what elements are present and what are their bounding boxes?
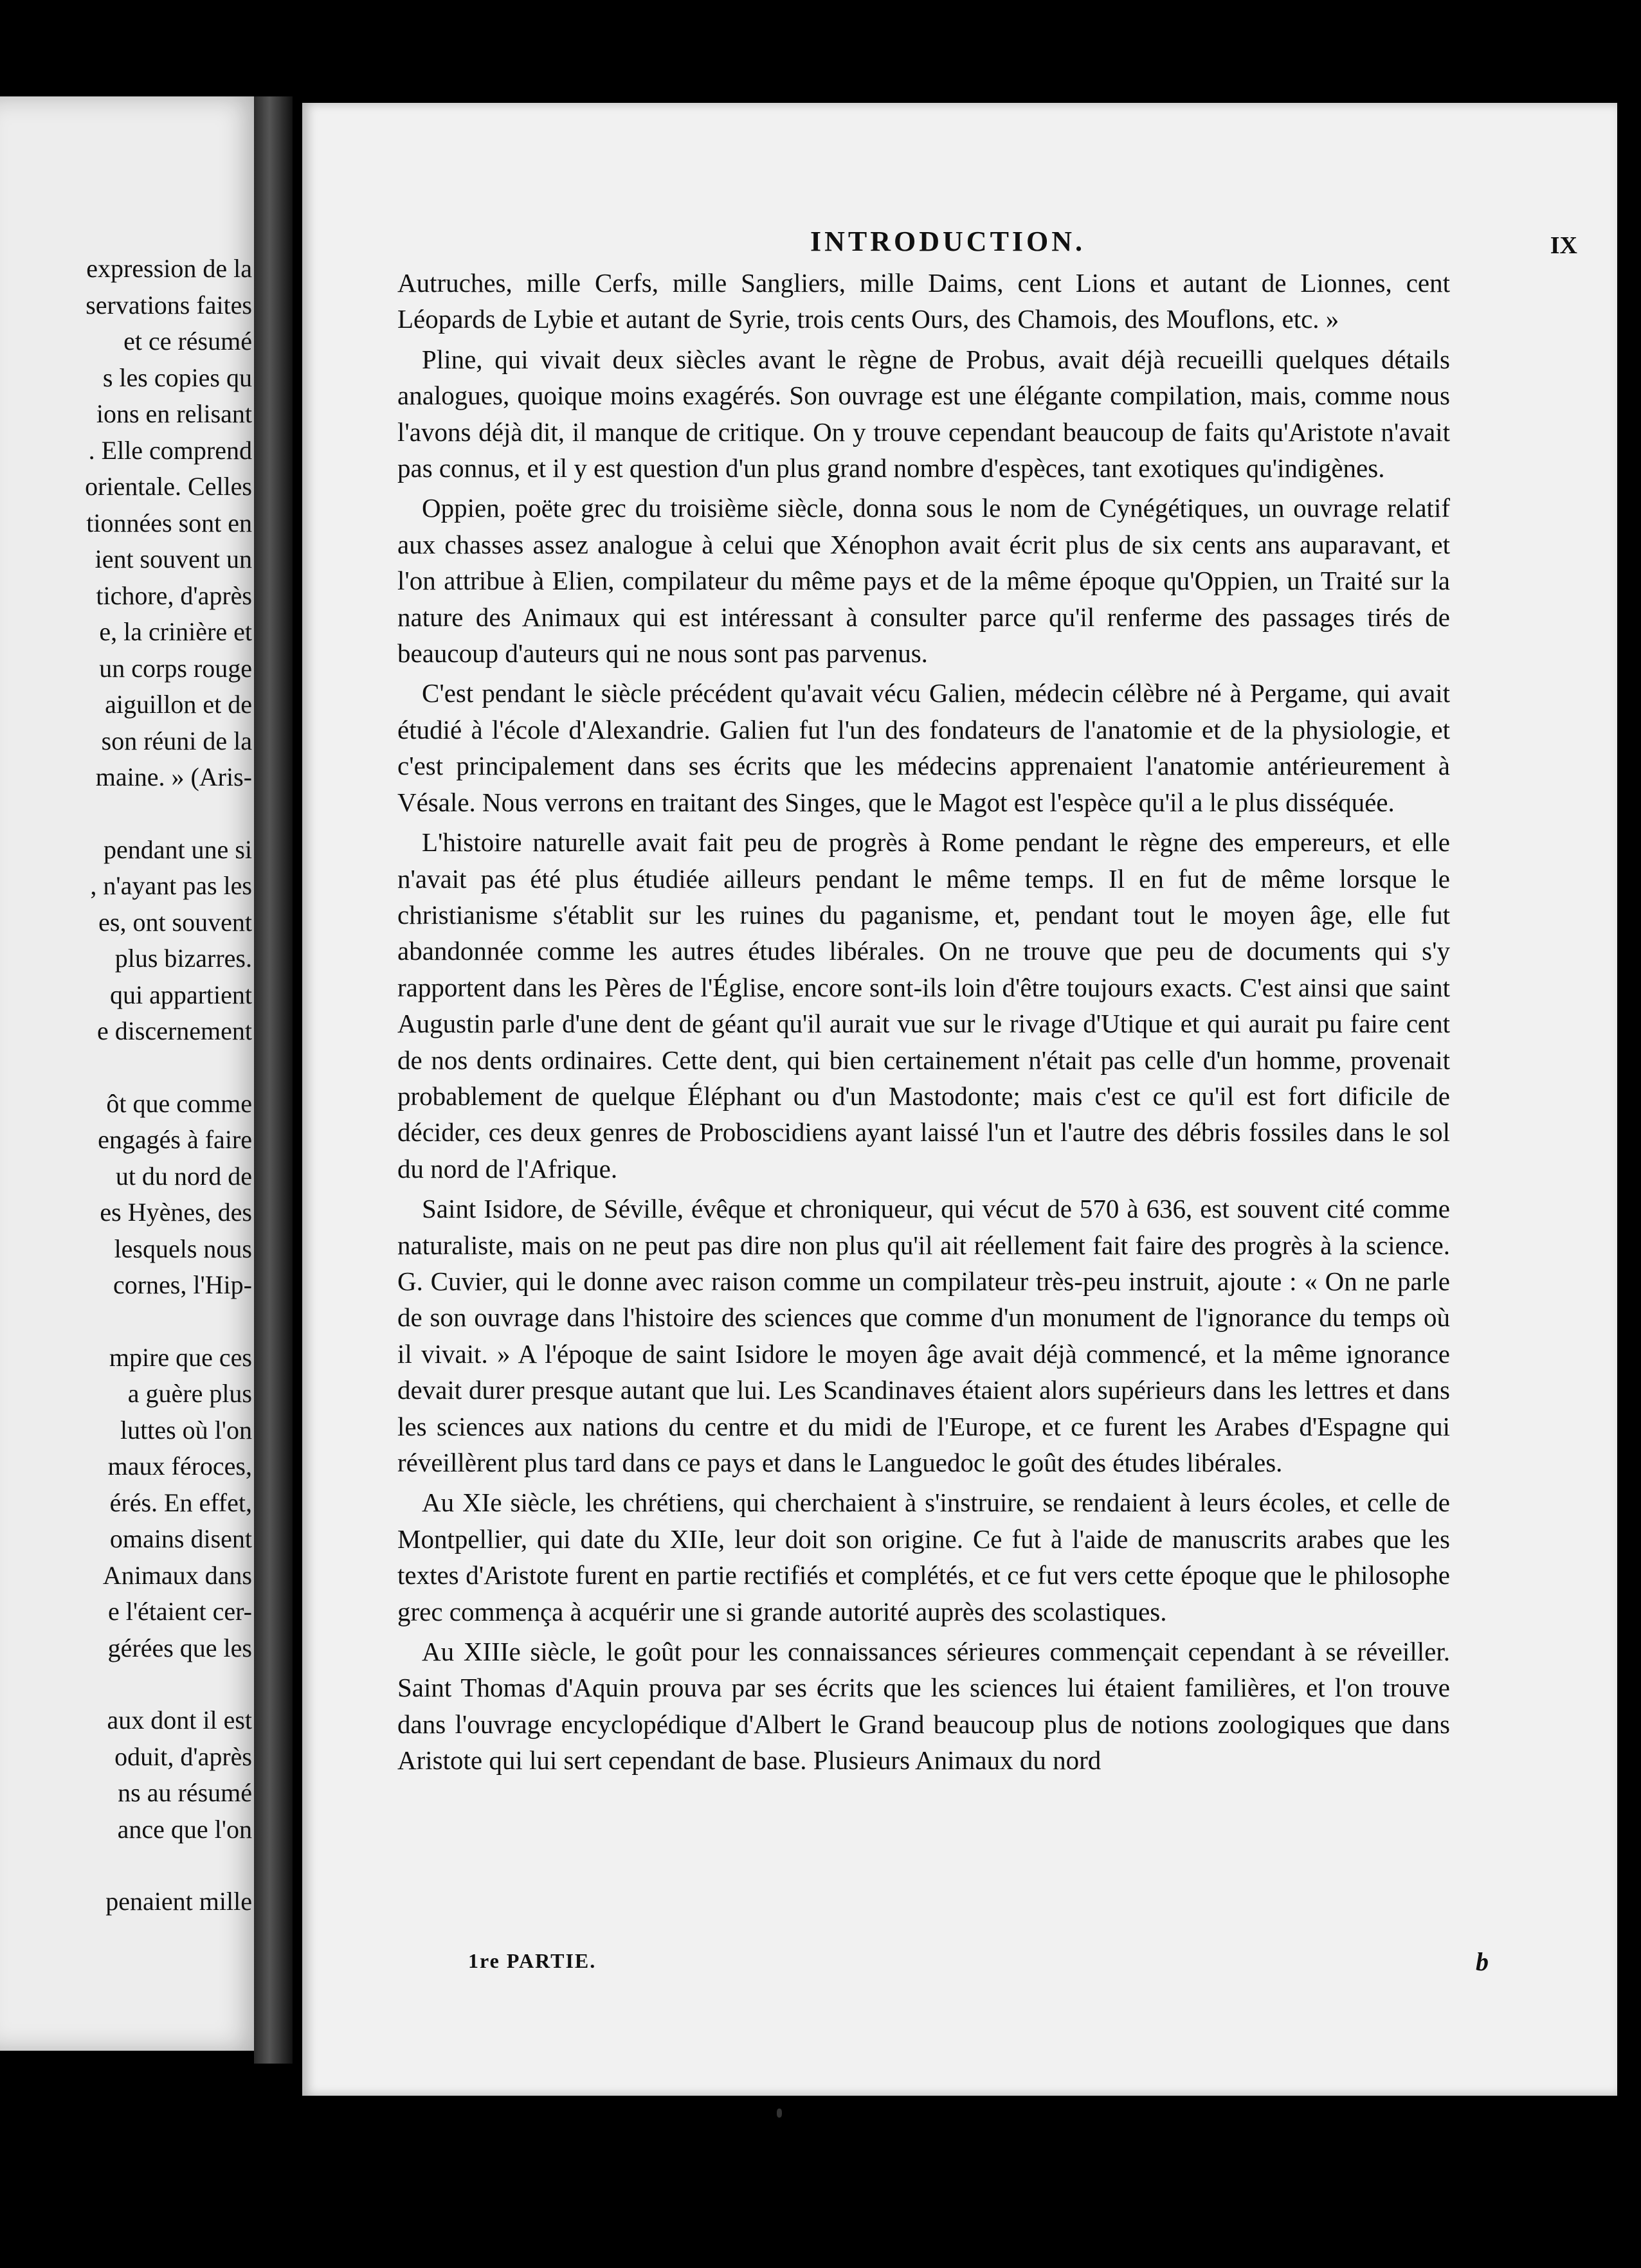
left-page-line: e, la crinière et [99,617,252,646]
left-page-line: qui appartient [109,980,252,1009]
left-page-line: mpire que ces [109,1342,252,1372]
paragraph: Au XIIIe siècle, le goût pour les connaissances sérieures commençait cependant à se réveiller. Saint Thomas d'Aquin prouva par ses écrits que les sciences lui étaient familières, et l'on trouve dans l'ouvrage encyclopédique d'Albert le Grand beaucoup plus de notions zoologiques que dans Aristote qui lui sert cependant de base. Plusieurs Animaux du nord [397,1637,1450,1776]
left-page-line: tionnées sont en [86,508,252,537]
left-page-line: plus bizarres. [114,944,252,973]
left-page-line: e l'étaient cer- [107,1597,252,1626]
left-page-line: a guère plus [127,1379,252,1408]
left-page-line: aiguillon et de [105,690,252,719]
left-page-line: un corps rouge [99,653,252,683]
page-header [302,225,1617,264]
left-page-fragment [0,96,265,2051]
left-page-line: es Hyènes, des [100,1198,252,1227]
right-page [302,103,1617,2096]
left-page-line: érés. En effet, [109,1488,252,1517]
left-page-line: son réuni de la [101,726,252,755]
left-page-gap [0,1848,252,1884]
left-page-line: ôt que comme [106,1088,252,1118]
left-page-gap [0,1666,252,1702]
paragraph: Oppien, poëte grec du troisième siècle, donna sous le nom de Cynégétiques, un ouvrage relatif aux chasses assez analogue à celui que Xénophon avait écrit plus de six cents ans auparavant, et l'on attribue à Elien, compilateur du même pays et de la même époque qu'Oppien, un Traité sur la nature des Animaux qui est intéressant à consulter parce qu'il renferme des passages tirés de beaucoup d'auteurs qui ne nous sont pas parvenus. [397,493,1450,669]
left-page-line: cornes, l'Hip- [113,1270,252,1299]
left-page-line: . Elle comprend [88,435,252,465]
left-page-line: luttes où l'on [120,1415,252,1444]
paragraph: Au XIe siècle, les chrétiens, qui cherchaient à s'instruire, se rendaient à leurs écoles, et celle de Montpellier, qui date du XIIe, leur doit son origine. Ce fut à l'aide de manuscrits arabes que les textes d'Aristote furent en partie rectifiés et complétés, et ce fut vers cette époque que le philosophe grec commença à acquérir une si grande autorité auprès des scolastiques. [397,1488,1450,1626]
running-title: INTRODUCTION. [810,226,1086,257]
left-page-line: maux féroces, [107,1452,252,1480]
page-number: IX [1550,232,1577,259]
page-footer [302,1949,1617,1981]
left-page-line: es, ont souvent [98,907,252,937]
left-page-line: et ce résumé [123,327,252,356]
left-page-gap [0,796,252,832]
left-page-gap [0,1304,252,1340]
left-page-line: ient souvent un [95,544,252,573]
paragraph: L'histoire naturelle avait fait peu de progrès à Rome pendant le règne des empereurs, et elle n'avait pas été plus étudiée ailleurs pendant le même temps. Il en fut de même lorsque le christianisme s'établit sur les ruines du paganisme, et, pendant tout le moyen âge, elle fut abandonnée comme les autres études libérales. On ne trouve que peu de documents qui s'y rapportent dans les Pères de l'Église, encore sont-ils loin d'être toujours exacts. C'est ainsi que saint Augustin parle d'une dent de géant qu'il aurait vue sur le rivage d'Utique et qui aurait pu faire cent de nos dents ordinaires. Cette dent, qui bien certainement n'était pas celle d'un homme, provenait probablement de quelque Éléphant ou d'un Mastodonte; mais c'est ce qu'il est fort dificile de décider, ces deux genres de Proboscidiens ayant laissé l'un et l'autre des débris fossiles dans le sol du nord de l'Afrique. [397,827,1450,1184]
left-page-line: aux dont il est [107,1706,252,1734]
left-page-line: penaient mille [105,1887,252,1916]
left-page-line: maine. » (Aris- [95,762,252,791]
left-page-line: ance que l'on [117,1814,252,1844]
ink-speck [777,2109,782,2118]
signature-mark: 1re PARTIE. [468,1949,597,1972]
left-page-line: oduit, d'après [114,1742,252,1771]
left-page-line: lesquels nous [114,1234,252,1263]
paragraph: Pline, qui vivait deux siècles avant le règne de Probus, avait déjà recueilli quelques détails analogues, quoique moins exagérés. Son ouvrage est une élégante compilation, mais, comme nous l'avons déjà dit, il manque de critique. On y trouve cependant beaucoup de faits qu'Aristote n'avait pas connus, et il y est question d'un plus grand nombre d'espèces, tant exotiques qu'indigènes. [397,344,1450,483]
left-page-text [0,251,252,1920]
page-body [397,265,1450,1779]
book-gutter [254,96,293,2064]
left-page-line: , n'ayant pas les [90,871,252,900]
left-page-line: ut du nord de [115,1161,252,1191]
left-page-gap [0,1050,252,1086]
left-page-line: orientale. Celles [85,472,252,501]
left-page-line: tichore, d'après [96,580,252,610]
left-page-line: e discernement [97,1016,252,1045]
paragraph: C'est pendant le siècle précédent qu'avait vécu Galien, médecin célèbre né à Pergame, qui avait étudié à l'école d'Alexandrie. Galien fut l'un des fondateurs de l'anatomie et de la physiologie, et c'est principalement dans ses écrits que les médecins apprenaient l'anatomie antérieurement à Vésale. Nous verrons en traitant des Singes, que le Magot est l'espèce qu'il a le plus disséquée. [397,678,1450,817]
left-page-line: expression de la [86,254,252,283]
left-page-line: ns au résumé [118,1778,252,1807]
left-page-line: gérées que les [107,1633,252,1662]
left-page-line: omains disent [109,1524,252,1553]
gathering-letter: b [1476,1947,1489,1976]
left-page-line: ions en relisant [96,399,252,428]
left-page-line: engagés à faire [98,1125,252,1154]
left-page-line: s les copies qu [102,363,252,392]
paragraph: Saint Isidore, de Séville, évêque et chroniqueur, qui vécut de 570 à 636, est souvent cité comme naturaliste, mais on ne peut pas dire non plus qu'il ait réellement fait faire des progrès à la science. G. Cuvier, qui le donne avec raison comme un compilateur très-peu instruit, ajoute : « On ne parle de son ouvrage dans l'histoire des sciences que comme d'un monument de l'ignorance du temps où il vivait. » A l'époque de saint Isidore le moyen âge avait déjà commencé, et la même ignorance devait durer presque autant que lui. Les Scandinaves étaient alors supérieurs dans les lettres et dans les sciences aux nations du centre et du midi de l'Europe, et ce furent les Arabes d'Espagne qui réveillèrent plus tard dans ce pays et dans le Languedoc le goût des études libérales. [397,1194,1450,1477]
left-page-line: servations faites [86,290,252,320]
paragraph: Autruches, mille Cerfs, mille Sangliers, mille Daims, cent Lions et autant de Lionnes, cent Léopards de Lybie et autant de Syrie, trois cents Ours, des Chamois, des Mouflons, etc. » [397,268,1450,334]
left-page-line: pendant une si [103,834,252,864]
left-page-line: Animaux dans [102,1560,252,1590]
